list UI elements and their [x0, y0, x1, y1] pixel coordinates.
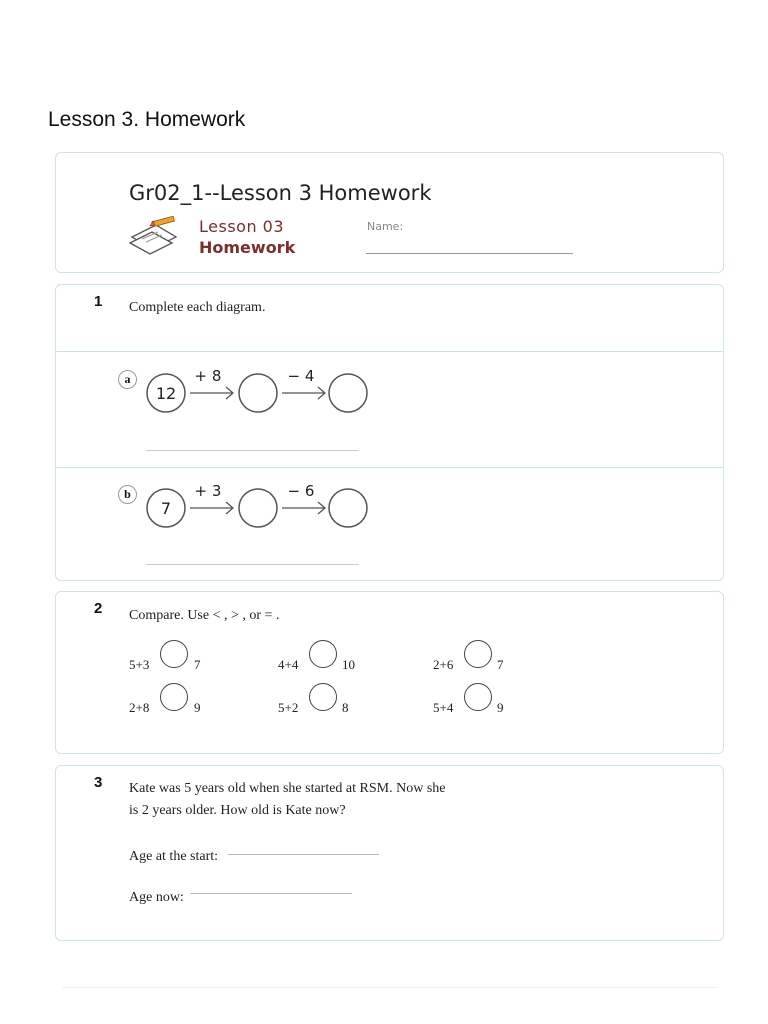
answer-circle[interactable]: [239, 489, 277, 527]
question-1-card: [55, 284, 724, 581]
age-now-answer-line[interactable]: [190, 893, 352, 894]
compare-right: 9: [194, 700, 201, 715]
logo-lesson-number: Lesson 03: [199, 217, 285, 236]
answer-line-a[interactable]: [146, 450, 359, 451]
arrow-diagram-b: [146, 482, 386, 534]
logo-homework-label: Homework: [199, 238, 296, 257]
worksheet-header-card: [55, 152, 724, 273]
compare-circle[interactable]: [464, 640, 492, 668]
compare-circle[interactable]: [464, 683, 492, 711]
compare-circle[interactable]: [309, 640, 337, 668]
divider: [56, 467, 723, 468]
operation-1: + 3: [194, 482, 222, 500]
question-prompt: Compare. Use < , > , or = .: [129, 608, 280, 623]
start-value: 12: [155, 384, 177, 403]
start-age-answer-line[interactable]: [228, 854, 379, 855]
field-label-start-age: Age at the start:: [129, 849, 219, 864]
question-prompt: Complete each diagram.: [129, 300, 266, 315]
answer-circle[interactable]: [239, 374, 277, 412]
compare-left: 5+3: [129, 657, 150, 672]
compare-right: 9: [497, 700, 504, 715]
compare-left: 5+4: [433, 700, 454, 715]
operation-2: − 4: [287, 367, 315, 385]
answer-circle[interactable]: [329, 374, 367, 412]
compare-left: 2+8: [129, 700, 150, 715]
question-number: 3: [94, 774, 103, 791]
compare-right: 8: [342, 700, 349, 715]
question-number: 1: [94, 293, 103, 310]
compare-left: 2+6: [433, 657, 454, 672]
field-label-age-now: Age now:: [129, 890, 184, 905]
operation-1: + 8: [194, 367, 222, 385]
question-3-card: [55, 765, 724, 941]
name-answer-line[interactable]: [366, 253, 573, 254]
compare-left: 4+4: [278, 657, 299, 672]
worksheet-title: Gr02_1--Lesson 3 Homework: [129, 181, 432, 205]
question-prompt-line2: is 2 years older. How old is Kate now?: [129, 803, 346, 818]
compare-circle[interactable]: [160, 640, 188, 668]
answer-circle[interactable]: [329, 489, 367, 527]
homework-pencil-icon: [128, 215, 180, 257]
question-number: 2: [94, 600, 103, 617]
footer-divider: [62, 987, 717, 988]
compare-left: 5+2: [278, 700, 299, 715]
question-2-card: [55, 591, 724, 754]
start-value: 7: [160, 499, 172, 518]
part-label-b: b: [118, 485, 137, 504]
part-label-a: a: [118, 370, 137, 389]
arrow-diagram-a: [146, 367, 386, 419]
answer-line-b[interactable]: [146, 564, 359, 565]
compare-right: 7: [194, 657, 201, 672]
compare-circle[interactable]: [160, 683, 188, 711]
compare-right: 10: [342, 657, 355, 672]
divider: [56, 351, 723, 352]
compare-right: 7: [497, 657, 504, 672]
compare-circle[interactable]: [309, 683, 337, 711]
page-title: Lesson 3. Homework: [48, 108, 246, 131]
question-prompt-line1: Kate was 5 years old when she started at RSM. Now she: [129, 781, 446, 796]
name-label: Name:: [367, 220, 404, 233]
operation-2: − 6: [287, 482, 315, 500]
